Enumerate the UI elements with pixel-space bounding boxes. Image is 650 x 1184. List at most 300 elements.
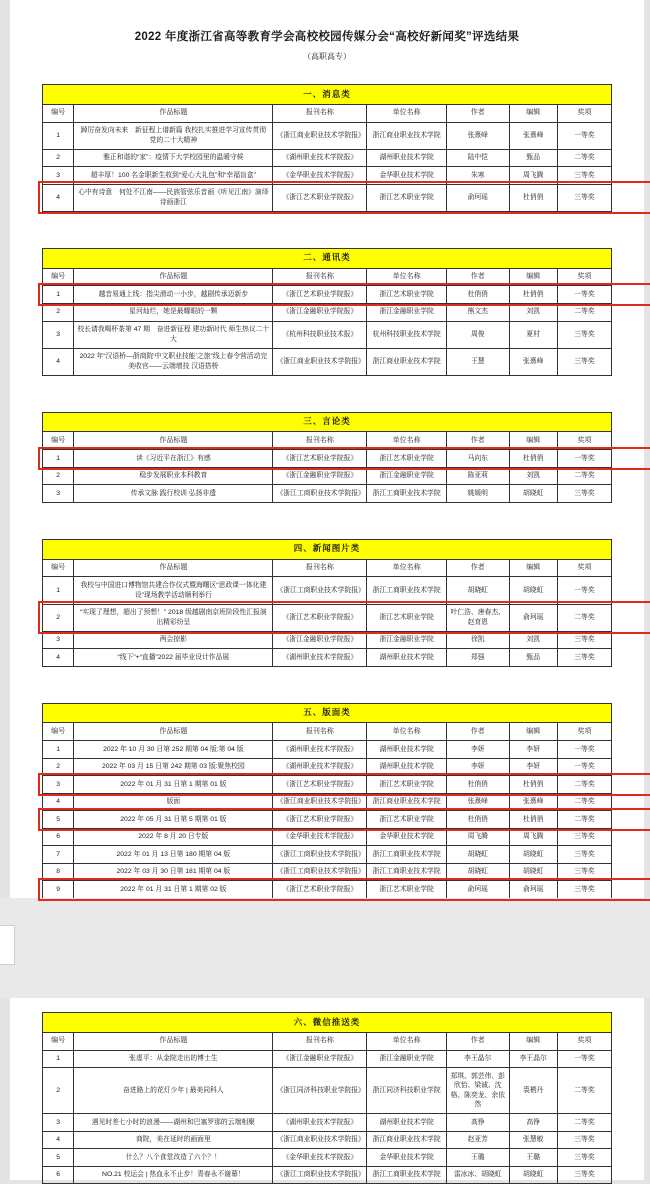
award-cell: 二等奖	[557, 149, 611, 167]
award-section	[42, 84, 612, 212]
unit-cell: 浙江工商职业技术学院	[367, 485, 447, 503]
award-cell: 三等奖	[557, 485, 611, 503]
award-cell: 三等奖	[557, 184, 611, 211]
publication-cell: 《浙江艺术职业学院报》	[273, 184, 367, 211]
column-header-row	[43, 268, 612, 286]
page-separator	[0, 898, 650, 998]
row-number-cell: 4	[43, 793, 74, 811]
publication-cell: 《金华职业技术学院报》	[273, 828, 367, 846]
column-header-award: 奖项	[557, 1032, 611, 1050]
row-number-cell: 1	[43, 1050, 74, 1068]
row-number-cell: 1	[43, 450, 74, 468]
award-section	[42, 412, 612, 503]
column-header-publication: 报刊名称	[273, 432, 367, 450]
column-header-no: 编号	[43, 432, 74, 450]
table-row	[43, 286, 612, 304]
publication-cell: 《湖州职业技术学院报》	[273, 741, 367, 759]
table-row	[43, 793, 612, 811]
unit-cell: 金华职业技术学院	[367, 167, 447, 185]
title-cell: 商院，美在延时的画面里	[74, 1131, 273, 1149]
publication-cell: 《浙江艺术职业学院报》	[273, 776, 367, 794]
award-cell: 二等奖	[557, 604, 611, 631]
award-cell: 二等奖	[557, 467, 611, 485]
publication-cell: 《浙江工商职业技术学院报》	[273, 846, 367, 864]
table-row	[43, 741, 612, 759]
author-cell: 周俊	[446, 321, 509, 348]
table-row	[43, 863, 612, 881]
award-table	[42, 248, 612, 376]
row-number-cell: 2	[43, 149, 74, 167]
column-header-title: 作品标题	[74, 559, 273, 577]
editor-cell: 胡晓虹	[509, 577, 557, 604]
column-header-title: 作品标题	[74, 268, 273, 286]
author-cell: 陈亚莉	[446, 467, 509, 485]
editor-cell: 夏村	[509, 321, 557, 348]
row-number-cell: 2	[43, 758, 74, 776]
award-cell: 一等奖	[557, 577, 611, 604]
column-header-author: 作者	[446, 268, 509, 286]
row-number-cell: 8	[43, 863, 74, 881]
column-header-author: 作者	[446, 432, 509, 450]
row-number-cell: 2	[43, 303, 74, 321]
page-title: 2022 年度浙江省高等教育学会高校校园传媒分会“高校好新闻奖”评选结果	[134, 31, 520, 43]
sections-container-2	[10, 1012, 644, 1184]
title-cell: 超丰厚！100 名金职新生收到“爱心大礼包”和“幸福盲盒”	[74, 167, 273, 185]
table-row	[43, 1166, 612, 1184]
award-cell: 一等奖	[557, 741, 611, 759]
title-cell: “实现了理想，超出了预想！” 2018 级越剧南京班阶段性汇报演出精彩纷呈	[74, 604, 273, 631]
publication-cell: 《浙江艺术职业学院报》	[273, 450, 367, 468]
title-cell: 星河灿烂，她是最耀眼的一颗	[74, 303, 273, 321]
publication-cell: 《浙江同济科技职业学院报》	[273, 1068, 367, 1114]
editor-cell: 裘栖丹	[509, 1068, 557, 1114]
column-header-row	[43, 559, 612, 577]
editor-cell: 刘凯	[509, 303, 557, 321]
table-row	[43, 811, 612, 829]
unit-cell: 湖州职业技术学院	[367, 741, 447, 759]
publication-cell: 《杭州科技职业技术报》	[273, 321, 367, 348]
row-number-cell: 1	[43, 577, 74, 604]
award-cell: 一等奖	[557, 122, 611, 149]
column-header-author: 作者	[446, 723, 509, 741]
title-cell: 2022 年 03 月 15 日第 242 期第 03 版:聚焦校园	[74, 758, 273, 776]
title-cell: 2022 年 01 月 31 日第 1 期第 01 版	[74, 776, 273, 794]
column-header-editor: 编辑	[509, 723, 557, 741]
column-header-no: 编号	[43, 723, 74, 741]
author-cell: 叶仁浩、唐春杰、赵育恩	[446, 604, 509, 631]
category-title: 二、通讯类	[43, 248, 612, 268]
award-cell: 三等奖	[557, 881, 611, 899]
award-section	[42, 703, 612, 899]
unit-cell: 浙江商业职业技术学院	[367, 793, 447, 811]
title-cell: 版面	[74, 793, 273, 811]
award-cell: 三等奖	[557, 167, 611, 185]
publication-cell: 《浙江艺术职业学院报》	[273, 286, 367, 304]
unit-cell: 浙江艺术职业学院	[367, 604, 447, 631]
unit-cell: 浙江艺术职业学院	[367, 450, 447, 468]
author-cell: 张熹峰	[446, 793, 509, 811]
award-table	[42, 539, 612, 667]
row-number-cell: 2	[43, 467, 74, 485]
page-corner	[0, 925, 15, 965]
table-row	[43, 184, 612, 211]
editor-cell: 高铮	[509, 1114, 557, 1132]
author-cell: 马向东	[446, 450, 509, 468]
title-cell: 我校与中国进口博物馆共建合作仪式暨海曙区“思政课一体化建设”现场教学活动顺利举行	[74, 577, 273, 604]
award-section	[42, 248, 612, 376]
editor-cell: 杜俏俏	[509, 184, 557, 211]
table-row	[43, 122, 612, 149]
author-cell: 陆中恺	[446, 149, 509, 167]
author-cell: 王璐	[446, 1149, 509, 1167]
row-number-cell: 4	[43, 1131, 74, 1149]
award-cell: 三等奖	[557, 846, 611, 864]
table-row	[43, 485, 612, 503]
column-header-award: 奖项	[557, 268, 611, 286]
editor-cell: 杜俏俏	[509, 811, 557, 829]
column-header-award: 奖项	[557, 559, 611, 577]
editor-cell: 杜俏俏	[509, 286, 557, 304]
publication-cell: 《浙江商业职业技术学院报》	[273, 348, 367, 375]
table-row	[43, 776, 612, 794]
title-cell: 什么？八个食堂改造了六个？！	[74, 1149, 273, 1167]
title-cell: 稳步发展职业本科教育	[74, 467, 273, 485]
editor-cell: 甄品	[509, 149, 557, 167]
publication-cell: 《湖州职业技术学院报》	[273, 758, 367, 776]
award-cell: 二等奖	[557, 303, 611, 321]
publication-cell: 《湖州职业技术学院报》	[273, 149, 367, 167]
column-header-unit: 单位名称	[367, 559, 447, 577]
table-row	[43, 881, 612, 899]
editor-cell: 胡晓虹	[509, 846, 557, 864]
column-header-no: 编号	[43, 1032, 74, 1050]
unit-cell: 湖州职业技术学院	[367, 1114, 447, 1132]
column-header-no: 编号	[43, 104, 74, 122]
author-cell: 杜俏俏	[446, 286, 509, 304]
column-header-award: 奖项	[557, 723, 611, 741]
category-title: 五、版面类	[43, 703, 612, 723]
award-cell: 二等奖	[557, 776, 611, 794]
editor-cell: 杜俏俏	[509, 450, 557, 468]
title-cell: NO.21 校运会 | 热血永不止步！青春永不谢幕！	[74, 1166, 273, 1184]
table-row	[43, 577, 612, 604]
column-header-award: 奖项	[557, 432, 611, 450]
title-cell: 2022 年 10 月 30 日第 252 期第 04 版:第 04 版	[74, 741, 273, 759]
unit-cell: 金华职业技术学院	[367, 1149, 447, 1167]
author-cell: 姚媛明	[446, 485, 509, 503]
table-row	[43, 348, 612, 375]
table-row	[43, 649, 612, 667]
title-cell: 遇见时差七小时的浪漫——湖州和巴塞罗那的云端相聚	[74, 1114, 273, 1132]
publication-cell: 《浙江艺术职业学院报》	[273, 881, 367, 899]
table-row	[43, 604, 612, 631]
editor-cell: 俞珂瑶	[509, 881, 557, 899]
author-cell: 高铮	[446, 1114, 509, 1132]
editor-cell: 王璐	[509, 1149, 557, 1167]
column-header-no: 编号	[43, 559, 74, 577]
unit-cell: 浙江金融职业学院	[367, 1050, 447, 1068]
category-header-row	[43, 412, 612, 432]
editor-cell: 李王晶尔	[509, 1050, 557, 1068]
category-title: 六、微信推送类	[43, 1013, 612, 1033]
row-number-cell: 9	[43, 881, 74, 899]
column-header-author: 作者	[446, 104, 509, 122]
author-cell: 李王晶尔	[446, 1050, 509, 1068]
unit-cell: 浙江同济科技职业学院	[367, 1068, 447, 1114]
editor-cell: 李妍	[509, 758, 557, 776]
column-header-row	[43, 723, 612, 741]
title-cell: 2022 年 8 月 20 日专版	[74, 828, 273, 846]
unit-cell: 浙江工商职业技术学院	[367, 577, 447, 604]
category-title: 一、消息类	[43, 85, 612, 105]
author-cell: 俞珂瑶	[446, 881, 509, 899]
editor-cell: 杜俏俏	[509, 776, 557, 794]
row-number-cell: 1	[43, 122, 74, 149]
title-cell: 读《习近平在浙江》有感	[74, 450, 273, 468]
award-cell: 三等奖	[557, 348, 611, 375]
award-cell: 三等奖	[557, 1149, 611, 1167]
author-cell: 王慧	[446, 348, 509, 375]
publication-cell: 《浙江艺术职业学院报》	[273, 604, 367, 631]
unit-cell: 浙江艺术职业学院	[367, 286, 447, 304]
award-cell: 三等奖	[557, 828, 611, 846]
row-number-cell: 3	[43, 321, 74, 348]
editor-cell: 张慧敏	[509, 1131, 557, 1149]
column-header-row	[43, 432, 612, 450]
editor-cell: 刘凯	[509, 631, 557, 649]
row-number-cell: 2	[43, 604, 74, 631]
editor-cell: 张熹峰	[509, 122, 557, 149]
award-cell: 三等奖	[557, 863, 611, 881]
row-number-cell: 3	[43, 485, 74, 503]
unit-cell: 浙江金融职业学院	[367, 631, 447, 649]
unit-cell: 浙江金融职业学院	[367, 303, 447, 321]
title-cell: 心中有诗意 何处不江南——民族管弦乐音画《听见江南》演绎诗画浙江	[74, 184, 273, 211]
unit-cell: 浙江工商职业技术学院	[367, 863, 447, 881]
title-cell: 2022 年 01 月 31 日第 1 期第 02 版	[74, 881, 273, 899]
editor-cell: 胡晓虹	[509, 485, 557, 503]
row-number-cell: 4	[43, 184, 74, 211]
column-header-row	[43, 1032, 612, 1050]
publication-cell: 《浙江金融职业学院报》	[273, 303, 367, 321]
row-number-cell: 6	[43, 1166, 74, 1184]
author-cell: 胡晓虹	[446, 846, 509, 864]
table-row	[43, 1050, 612, 1068]
column-header-unit: 单位名称	[367, 268, 447, 286]
title-cell: 2022 年 03 月 30 日第 181 期第 04 版	[74, 863, 273, 881]
award-section	[42, 539, 612, 667]
publication-cell: 《浙江工商职业技术学院报》	[273, 1166, 367, 1184]
column-header-editor: 编辑	[509, 1032, 557, 1050]
author-cell: 俞珂瑶	[446, 184, 509, 211]
award-cell: 三等奖	[557, 1166, 611, 1184]
column-header-author: 作者	[446, 559, 509, 577]
author-cell: 李妍	[446, 758, 509, 776]
publication-cell: 《浙江艺术职业学院报》	[273, 811, 367, 829]
table-row	[43, 1114, 612, 1132]
table-row	[43, 1068, 612, 1114]
table-row	[43, 467, 612, 485]
unit-cell: 浙江工商职业技术学院	[367, 846, 447, 864]
author-cell: 郑琪、郭芸伟、彭欣怡、梁诚、沈格、陈奕龙、余依然	[446, 1068, 509, 1114]
column-header-unit: 单位名称	[367, 432, 447, 450]
publication-cell: 《金华职业技术学院报》	[273, 1149, 367, 1167]
award-table	[42, 1012, 612, 1184]
row-number-cell: 6	[43, 828, 74, 846]
table-row	[43, 1131, 612, 1149]
category-header-row	[43, 248, 612, 268]
author-cell: 郑强	[446, 649, 509, 667]
unit-cell: 湖州职业技术学院	[367, 758, 447, 776]
category-header-row	[43, 1013, 612, 1033]
award-cell: 一等奖	[557, 450, 611, 468]
row-number-cell: 5	[43, 811, 74, 829]
column-header-title: 作品标题	[74, 1032, 273, 1050]
award-cell: 一等奖	[557, 1050, 611, 1068]
unit-cell: 浙江艺术职业学院	[367, 881, 447, 899]
column-header-award: 奖项	[557, 104, 611, 122]
title-cell: 越音易通上线：指尖滑动一小步，越剧传承迈新步	[74, 286, 273, 304]
editor-cell: 胡晓虹	[509, 863, 557, 881]
table-row	[43, 1149, 612, 1167]
category-header-row	[43, 703, 612, 723]
column-header-publication: 报刊名称	[273, 268, 367, 286]
column-header-publication: 报刊名称	[273, 1032, 367, 1050]
category-header-row	[43, 539, 612, 559]
author-cell: 赵亚芳	[446, 1131, 509, 1149]
award-cell: 二等奖	[557, 793, 611, 811]
title-cell: 踔厉奋发向未来 新征程上谱新篇 我校扎实推进学习宣传贯彻党的二十大精神	[74, 122, 273, 149]
publication-cell: 《浙江金融职业学院报》	[273, 467, 367, 485]
document-page-1	[10, 0, 644, 898]
column-header-unit: 单位名称	[367, 104, 447, 122]
unit-cell: 浙江商业职业技术学院	[367, 122, 447, 149]
row-number-cell: 4	[43, 649, 74, 667]
publication-cell: 《浙江商业职业技术学院报》	[273, 1131, 367, 1149]
award-table	[42, 703, 612, 899]
column-header-unit: 单位名称	[367, 723, 447, 741]
unit-cell: 浙江艺术职业学院	[367, 184, 447, 211]
table-row	[43, 846, 612, 864]
author-cell: 张熹峰	[446, 122, 509, 149]
unit-cell: 浙江商业职业技术学院	[367, 348, 447, 375]
table-row	[43, 450, 612, 468]
column-header-author: 作者	[446, 1032, 509, 1050]
column-header-row	[43, 104, 612, 122]
award-table	[42, 84, 612, 212]
publication-cell: 《浙江金融职业学院报》	[273, 1050, 367, 1068]
award-cell: 三等奖	[557, 649, 611, 667]
editor-cell: 张熹峰	[509, 793, 557, 811]
unit-cell: 浙江艺术职业学院	[367, 811, 447, 829]
column-header-no: 编号	[43, 268, 74, 286]
column-header-publication: 报刊名称	[273, 104, 367, 122]
row-number-cell: 3	[43, 167, 74, 185]
award-cell: 二等奖	[557, 1114, 611, 1132]
table-row	[43, 149, 612, 167]
award-cell: 二等奖	[557, 811, 611, 829]
row-number-cell: 3	[43, 776, 74, 794]
row-number-cell: 7	[43, 846, 74, 864]
publication-cell: 《湖州职业技术学院报》	[273, 1114, 367, 1132]
editor-cell: 胡晓虹	[509, 1166, 557, 1184]
row-number-cell: 3	[43, 631, 74, 649]
author-cell: 李妍	[446, 741, 509, 759]
editor-cell: 李妍	[509, 741, 557, 759]
author-cell: 朱寒	[446, 167, 509, 185]
title-cell: 奋进路上的花灯少年 | 最美同科人	[74, 1068, 273, 1114]
publication-cell: 《浙江工商职业技术学院报》	[273, 577, 367, 604]
unit-cell: 杭州科技职业技术学院	[367, 321, 447, 348]
author-cell: 胡晓虹	[446, 863, 509, 881]
author-cell: 熊文杰	[446, 303, 509, 321]
category-header-row	[43, 85, 612, 105]
title-cell: 2022 年“汉语桥—浙商院‘中文职业技能’之旅”线上春令营活动完美收官——云端增技 汉语搭桥	[74, 348, 273, 375]
editor-cell: 张熹峰	[509, 348, 557, 375]
title-cell: 校长请我喝杯茶第 47 期 奋进新征程 建功新时代 师生热议二十大	[74, 321, 273, 348]
column-header-publication: 报刊名称	[273, 723, 367, 741]
publication-cell: 《浙江商业职业技术学院报》	[273, 122, 367, 149]
table-row	[43, 167, 612, 185]
row-number-cell: 2	[43, 1068, 74, 1114]
unit-cell: 浙江工商职业技术学院	[367, 1166, 447, 1184]
publication-cell: 《浙江工商职业技术学院报》	[273, 863, 367, 881]
unit-cell: 浙江金融职业学院	[367, 467, 447, 485]
column-header-publication: 报刊名称	[273, 559, 367, 577]
row-number-cell: 4	[43, 348, 74, 375]
column-header-editor: 编辑	[509, 268, 557, 286]
row-number-cell: 5	[43, 1149, 74, 1167]
publication-cell: 《浙江商业职业技术学院报》	[273, 793, 367, 811]
row-number-cell: 1	[43, 741, 74, 759]
sections-container-1	[10, 84, 644, 899]
award-cell: 三等奖	[557, 1131, 611, 1149]
title-cell: 传承文脉 践行校训 弘扬非遗	[74, 485, 273, 503]
page-subtitle: （高职高专）	[303, 52, 351, 61]
title-cell: 两会掠影	[74, 631, 273, 649]
editor-cell: 甄品	[509, 649, 557, 667]
author-cell: 杜俏俏	[446, 776, 509, 794]
title-cell: 张虚平：从金院走出的博士生	[74, 1050, 273, 1068]
category-title: 四、新闻图片类	[43, 539, 612, 559]
author-cell: 周飞腾	[446, 828, 509, 846]
column-header-editor: 编辑	[509, 559, 557, 577]
table-row	[43, 758, 612, 776]
editor-cell: 俞珂瑶	[509, 604, 557, 631]
author-cell: 徐凯	[446, 631, 509, 649]
row-number-cell: 1	[43, 286, 74, 304]
table-row	[43, 631, 612, 649]
author-cell: 杜俏俏	[446, 811, 509, 829]
editor-cell: 周飞腾	[509, 828, 557, 846]
column-header-unit: 单位名称	[367, 1032, 447, 1050]
title-cell: 雅正和谐的“家”：疫情下大学校园里的温暖守候	[74, 149, 273, 167]
author-cell: 胡晓虹	[446, 577, 509, 604]
table-row	[43, 321, 612, 348]
column-header-title: 作品标题	[74, 723, 273, 741]
table-row	[43, 303, 612, 321]
title-cell: 2022 年 05 月 31 日第 5 期第 01 版	[74, 811, 273, 829]
title-cell: “线下”+“直播”2022 届毕业设计作品展	[74, 649, 273, 667]
unit-cell: 金华职业技术学院	[367, 828, 447, 846]
title-cell: 2022 年 01 月 13 日第 180 期第 04 版	[74, 846, 273, 864]
editor-cell: 刘凯	[509, 467, 557, 485]
award-cell: 一等奖	[557, 758, 611, 776]
category-title: 三、言论类	[43, 412, 612, 432]
publication-cell: 《浙江工商职业技术学院报》	[273, 485, 367, 503]
column-header-editor: 编辑	[509, 432, 557, 450]
award-table	[42, 412, 612, 503]
